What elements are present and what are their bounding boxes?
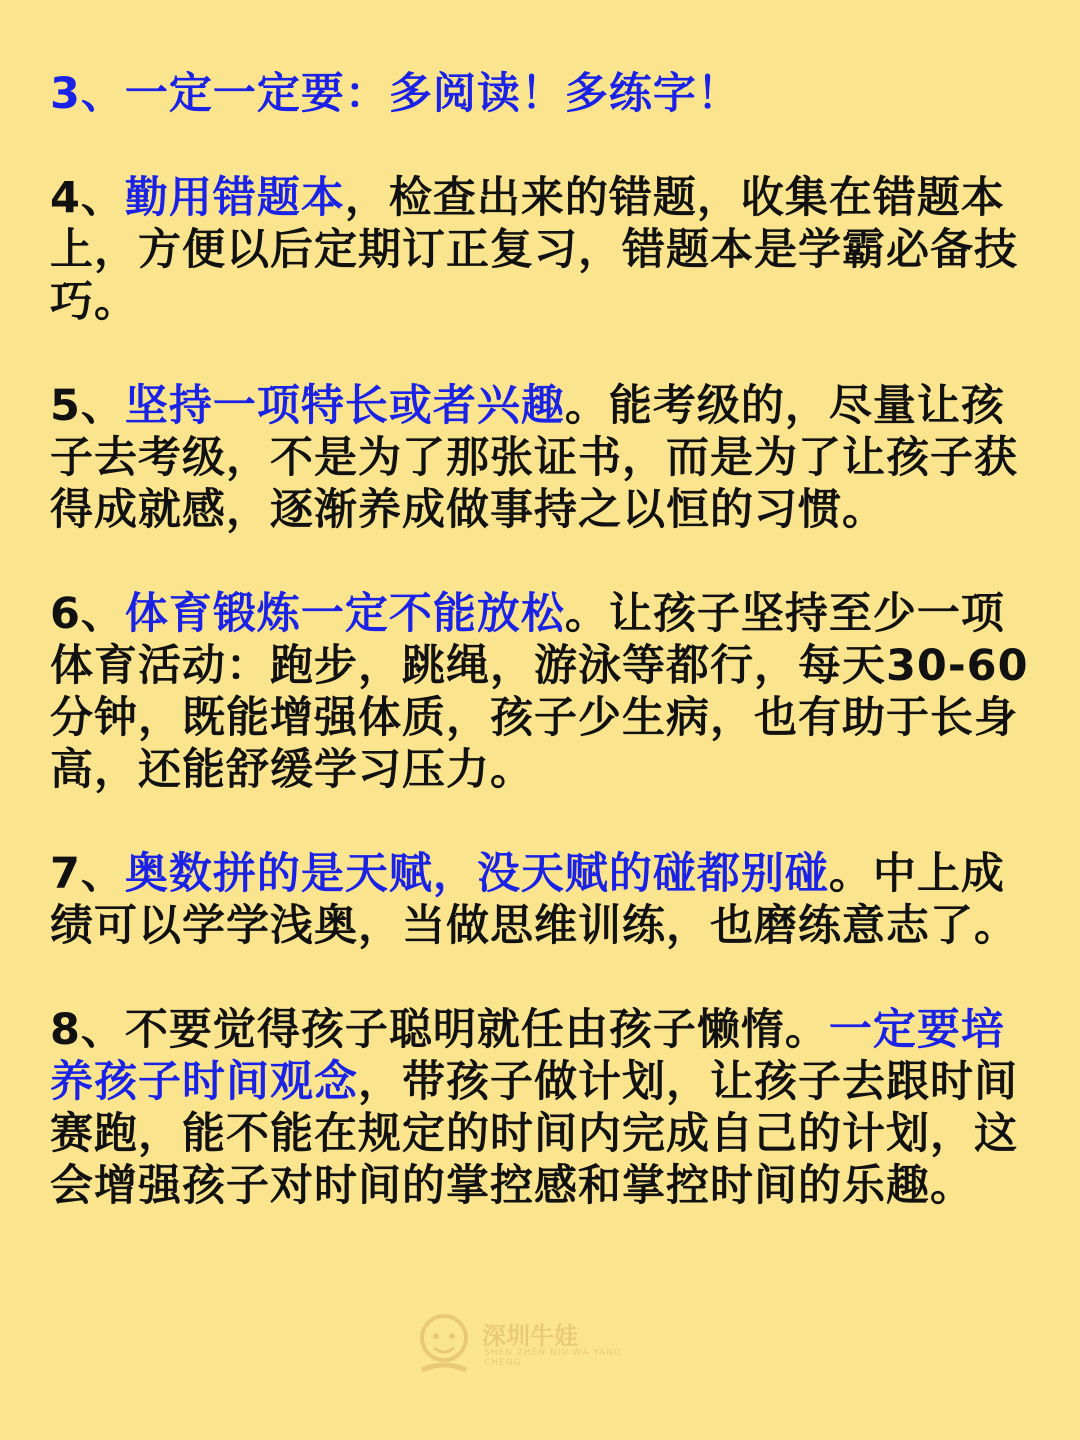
item-3-highlight: 一定一定要：多阅读！多练字！ <box>124 69 741 119</box>
item-4-rest: ，检查出来的错题，收集在错题本上，方便以后定期订正复习，错题本是学霸必备技巧。 <box>50 173 1018 327</box>
item-7-rest: 。中上成绩可以学学浅奥，当做思维训练，也磨练意志了。 <box>50 849 1018 951</box>
item-6-prefix: 6、 <box>50 589 125 639</box>
item-4 <box>50 172 1035 328</box>
item-7 <box>50 848 1035 952</box>
item-8-rest: ，带孩子做计划，让孩子去跟时间赛跑，能不能在规定的时间内完成自己的计划，这会增强孩子对时间的掌控感和掌控时间的乐趣。 <box>50 1057 1018 1211</box>
item-8 <box>50 1004 1035 1212</box>
item-5-prefix: 5、 <box>50 381 125 431</box>
item-4-prefix: 4、 <box>50 173 125 223</box>
item-7-highlight: 奥数拼的是天赋，没天赋的碰都别碰 <box>124 849 829 899</box>
watermark-subtext: SHEN ZHEN NIU WA YANG CHENG <box>484 1348 622 1368</box>
watermark-text: 深圳牛娃 <box>482 1322 578 1350</box>
item-3 <box>50 68 1035 120</box>
item-6-highlight: 体育锻炼一定不能放松 <box>124 589 565 639</box>
item-5 <box>50 380 1035 536</box>
item-8-highlight: 一定要培养孩子时间观念 <box>50 1005 1005 1107</box>
item-5-rest: 。能考级的，尽量让孩子去考级，不是为了那张证书，而是为了让孩子获得成就感，逐渐养成做事持之以恒的习惯。 <box>50 381 1018 535</box>
item-8-prefix: 8、 <box>50 1005 125 1055</box>
mascot-icon <box>412 1308 476 1378</box>
watermark-logo <box>412 1308 652 1388</box>
item-7-prefix: 7、 <box>50 849 125 899</box>
item-5-highlight: 坚持一项特长或者兴趣 <box>124 381 565 431</box>
item-3-prefix: 3、 <box>50 69 125 119</box>
item-4-highlight: 勤用错题本 <box>124 173 345 223</box>
item-6 <box>50 588 1035 796</box>
item-6-rest: 。让孩子坚持至少一项体育活动：跑步，跳绳，游泳等都行，每天30-60分钟，既能增强体质，孩子少生病，也有助于长身高，还能舒缓学习压力。 <box>50 589 1029 795</box>
document-body <box>50 68 1035 1264</box>
item-8-pre-text: 不要觉得孩子聪明就任由孩子懒惰。 <box>124 1005 829 1055</box>
